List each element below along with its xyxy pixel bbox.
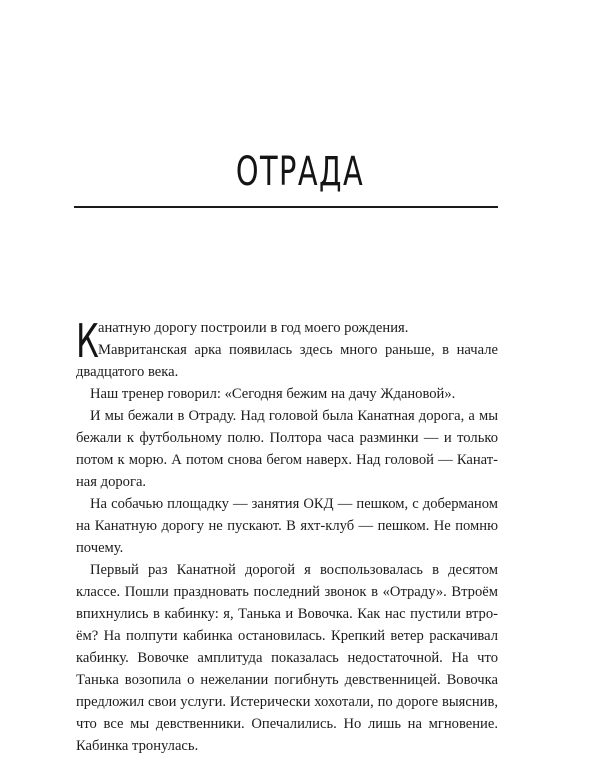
text-line: почему. bbox=[76, 540, 124, 556]
text-line: бежали к футбольному полю. Полтора часа разминки — и только bbox=[76, 430, 498, 446]
text-line: И мы бежали в Отраду. Над головой была Канатная дорога, а мы bbox=[90, 408, 498, 424]
text-line: предложил свои услуги. Истерически хохотали, по дороге выяснив, bbox=[76, 694, 498, 710]
text-line: Танька возопила о нежелании погибнуть девственницей. Вовочка bbox=[76, 672, 498, 688]
text-line: потом к морю. А потом снова бегом наверх. Над головой — Канат- bbox=[76, 452, 498, 468]
title-divider bbox=[74, 206, 498, 208]
text-line: На собачью площадку — занятия ОКД — пешком, с доберманом bbox=[90, 496, 498, 512]
text-line: анатную дорогу построили в год моего рождения. bbox=[98, 320, 409, 336]
text-line: двадцатого века. bbox=[76, 364, 179, 380]
text-line: Первый раз Канатной дорогой я воспользовалась в десятом bbox=[90, 562, 498, 578]
text-line: что все мы девственники. Опечалились. Но лишь на мгновение. bbox=[76, 716, 498, 732]
text-line: классе. Пошли праздновать последний звонок в «Отраду». Втроём bbox=[76, 584, 498, 600]
chapter-body bbox=[76, 314, 498, 757]
text-line: кабинку. Вовочке амплитуда показалась недостаточной. На что bbox=[76, 650, 498, 666]
text-line: ная дорога. bbox=[76, 474, 147, 490]
text-line: Мавританская арка появилась здесь много раньше, в начале bbox=[98, 342, 498, 358]
text-line: на Канатную дорогу не пускают. В яхт-клуб — пешком. Не помню bbox=[76, 518, 498, 534]
text-line: впихнулись в кабинку: я, Танька и Вовочка. Как нас пустили втро- bbox=[76, 606, 498, 622]
text-line: Наш тренер говорил: «Сегодня бежим на дачу Ждановой». bbox=[90, 386, 456, 402]
text-line: Кабинка тронулась. bbox=[76, 738, 199, 754]
chapter-title: ОТРАДА bbox=[235, 149, 365, 195]
text-line: ём? На полпути кабинка остановилась. Крепкий ветер раскачивал bbox=[76, 628, 498, 644]
drop-cap: К bbox=[76, 314, 99, 368]
